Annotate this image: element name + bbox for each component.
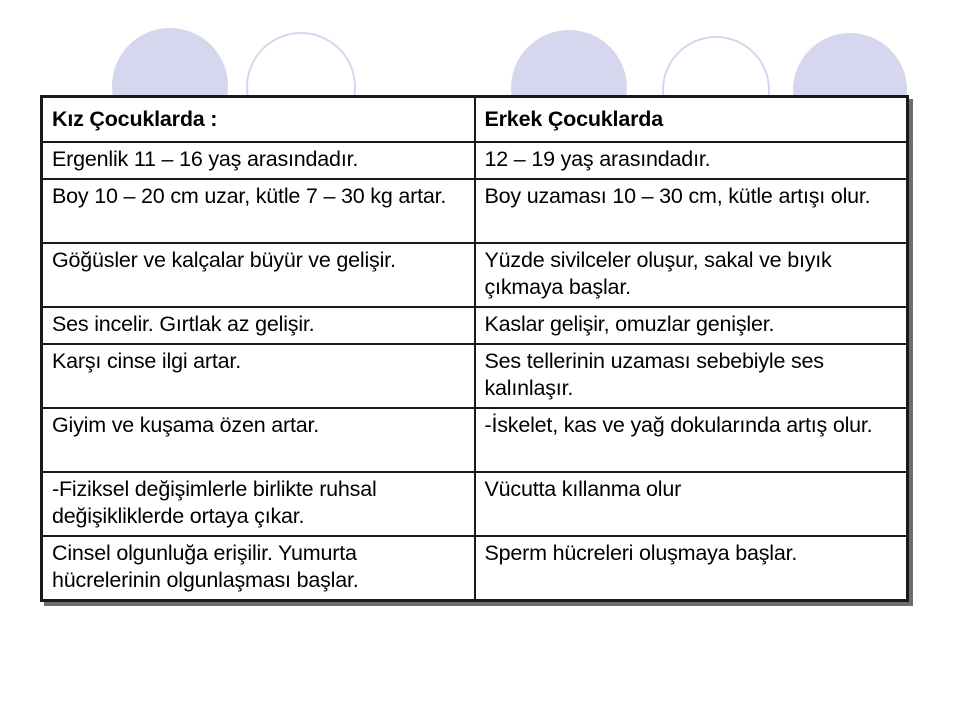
header-boys: Erkek Çocuklarda	[475, 97, 908, 143]
cell-boys: -İskelet, kas ve yağ dokularında artış olur.	[475, 408, 908, 472]
table-row	[42, 536, 908, 601]
table-row	[42, 307, 908, 344]
table-row	[42, 344, 908, 408]
table-row	[42, 408, 908, 472]
table-row	[42, 472, 908, 536]
cell-girls: Karşı cinse ilgi artar.	[42, 344, 475, 408]
cell-boys: Yüzde sivilceler oluşur, sakal ve bıyık çıkmaya başlar.	[475, 243, 908, 307]
cell-girls: Cinsel olgunluğa erişilir. Yumurta hücrelerinin olgunlaşması başlar.	[42, 536, 475, 601]
comparison-table	[40, 95, 909, 602]
table-row	[42, 179, 908, 243]
table-header-row	[42, 97, 908, 143]
table-row	[42, 243, 908, 307]
cell-girls: -Fiziksel değişimlerle birlikte ruhsal değişikliklerde ortaya çıkar.	[42, 472, 475, 536]
cell-girls: Göğüsler ve kalçalar büyür ve gelişir.	[42, 243, 475, 307]
cell-boys: Ses tellerinin uzaması sebebiyle ses kalınlaşır.	[475, 344, 908, 408]
header-girls: Kız Çocuklarda :	[42, 97, 475, 143]
cell-girls: Boy 10 – 20 cm uzar, kütle 7 – 30 kg artar.	[42, 179, 475, 243]
cell-boys: 12 – 19 yaş arasındadır.	[475, 142, 908, 179]
cell-girls: Giyim ve kuşama özen artar.	[42, 408, 475, 472]
cell-boys: Boy uzaması 10 – 30 cm, kütle artışı olur.	[475, 179, 908, 243]
table-row	[42, 142, 908, 179]
cell-girls: Ergenlik 11 – 16 yaş arasındadır.	[42, 142, 475, 179]
cell-girls: Ses incelir. Gırtlak az gelişir.	[42, 307, 475, 344]
cell-boys: Sperm hücreleri oluşmaya başlar.	[475, 536, 908, 601]
cell-boys: Vücutta kıllanma olur	[475, 472, 908, 536]
cell-boys: Kaslar gelişir, omuzlar genişler.	[475, 307, 908, 344]
